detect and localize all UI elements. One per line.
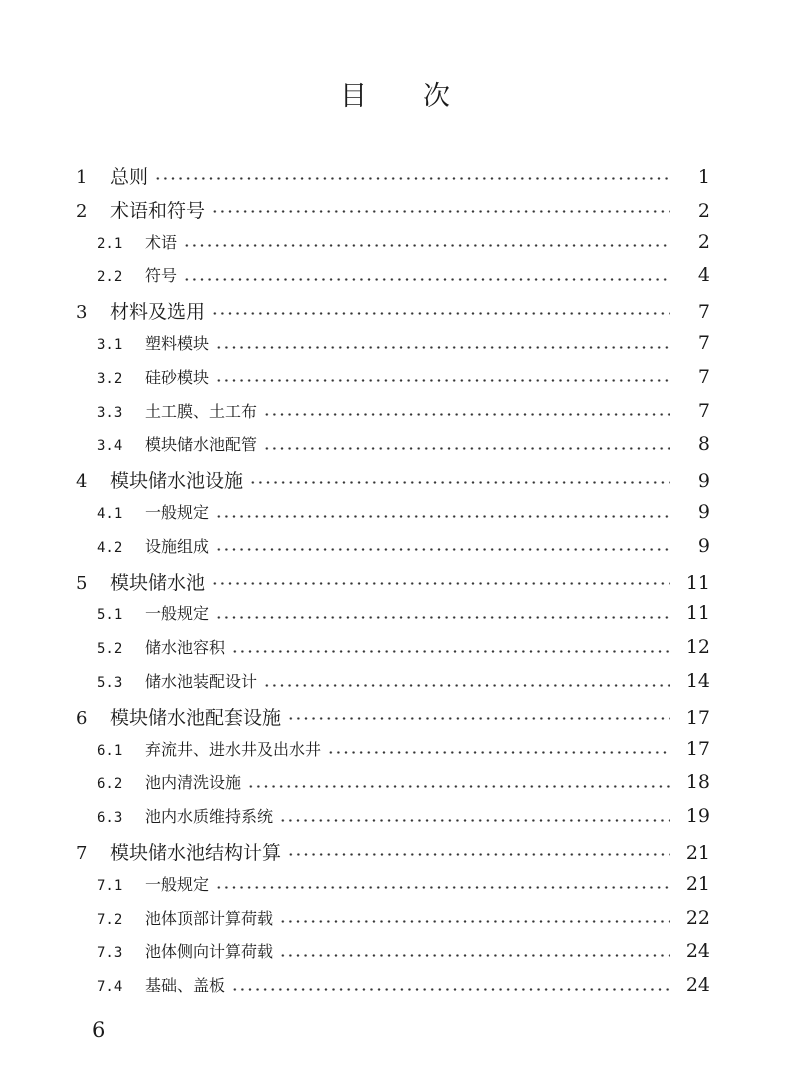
toc-entry[interactable] — [0, 601, 790, 629]
toc-entry-page: 9 — [697, 501, 710, 523]
toc-entry[interactable] — [0, 162, 790, 190]
toc-entry-number: 2 — [76, 200, 88, 222]
toc-entry-page: 1 — [697, 166, 710, 188]
dot-leader — [249, 481, 670, 484]
toc-entry-number: 6.2 — [97, 776, 123, 793]
toc-entry-number: 5.1 — [97, 607, 123, 624]
toc-entry[interactable] — [0, 737, 790, 765]
toc-entry-number: 5.2 — [97, 641, 123, 658]
dot-leader — [215, 886, 670, 889]
toc-entry-page: 24 — [685, 974, 710, 997]
toc-entry[interactable] — [0, 196, 790, 224]
toc-entry-number: 3.3 — [97, 404, 123, 421]
toc-entry[interactable] — [0, 230, 790, 258]
dot-leader — [263, 447, 670, 450]
toc-entry-page: 17 — [685, 706, 710, 729]
dot-leader — [247, 785, 670, 788]
toc-entry-number: 7 — [76, 843, 88, 864]
dot-leader — [279, 954, 670, 957]
toc-entry-page: 17 — [685, 737, 710, 760]
toc-entry[interactable] — [0, 500, 790, 528]
dot-leader — [263, 413, 670, 416]
toc-entry[interactable] — [0, 838, 790, 866]
toc-entry-label: 土工膜、土工布 — [145, 401, 258, 421]
toc-entry-label: 符号 — [145, 266, 178, 286]
toc-entry-label: 基础、盖板 — [145, 976, 226, 996]
toc-entry[interactable] — [0, 331, 790, 359]
page-number: 6 — [92, 1018, 106, 1042]
dot-leader — [183, 278, 670, 281]
dot-leader — [215, 379, 670, 382]
toc-entry-label: 模块储水池设施 — [110, 470, 244, 493]
toc-entry-number: 6.3 — [97, 810, 123, 827]
toc-entry-page: 11 — [685, 571, 710, 594]
toc-entry-number: 4.1 — [97, 506, 123, 522]
toc-entry-page: 2 — [697, 199, 710, 222]
toc-entry-label: 模块储水池 — [110, 571, 206, 594]
dot-leader — [211, 312, 670, 315]
dot-leader — [215, 616, 670, 619]
toc-entry-label: 一般规定 — [145, 604, 210, 624]
toc-entry[interactable] — [0, 534, 790, 562]
toc-entry-label: 储水池容积 — [145, 638, 226, 658]
toc-entry-number: 6.1 — [97, 742, 123, 759]
toc-entry-number: 7.4 — [97, 979, 123, 996]
dot-leader — [231, 988, 670, 991]
toc-entry[interactable] — [0, 297, 790, 325]
toc-entry-page: 22 — [685, 906, 710, 929]
page-title: 目次 — [340, 81, 506, 112]
dot-leader — [279, 819, 670, 822]
toc-entry-number: 2.2 — [97, 269, 123, 286]
toc-entry-number: 3.2 — [97, 370, 123, 387]
toc-entry[interactable] — [0, 365, 790, 393]
toc-entry-number: 4.2 — [97, 539, 123, 556]
toc-entry[interactable] — [0, 872, 790, 900]
toc-entry[interactable] — [0, 466, 790, 494]
toc-entry[interactable] — [0, 399, 790, 427]
dot-leader — [215, 515, 670, 518]
toc-entry-label: 池体顶部计算荷载 — [145, 908, 274, 928]
toc-entry-label: 弃流井、进水井及出水井 — [145, 739, 322, 759]
toc-entry-page: 24 — [685, 940, 710, 963]
toc-entry-number: 2.1 — [97, 235, 123, 252]
dot-leader — [215, 548, 670, 551]
dot-leader — [327, 751, 670, 754]
toc-entry-page: 7 — [697, 332, 710, 354]
toc-entry-label: 模块储水池配套设施 — [110, 706, 282, 729]
toc-entry-label: 模块储水池配管 — [145, 435, 258, 455]
toc-entry-page: 19 — [685, 805, 710, 828]
toc-entry-page: 14 — [685, 670, 710, 692]
toc-entry-label: 一般规定 — [145, 874, 210, 894]
toc-entry-number: 7.2 — [97, 911, 123, 928]
toc-entry-page: 2 — [697, 230, 710, 253]
toc-entry[interactable] — [0, 703, 790, 731]
toc-entry-page: 7 — [697, 399, 710, 422]
toc-entry-page: 7 — [697, 301, 710, 324]
toc-entry-label: 模块储水池结构计算 — [110, 842, 282, 864]
toc-entry-label: 池内水质维持系统 — [145, 807, 274, 827]
toc-entry-number: 3 — [76, 302, 88, 324]
toc-entry-label: 硅砂模块 — [145, 367, 210, 387]
toc-entry-label: 塑料模块 — [145, 334, 210, 353]
toc-entry[interactable] — [0, 568, 790, 596]
toc-entry-page: 4 — [697, 264, 710, 287]
toc-entry-page: 7 — [697, 365, 710, 388]
dot-leader — [263, 684, 670, 687]
toc-entry-label: 术语和符号 — [110, 199, 206, 222]
dot-leader — [154, 177, 670, 180]
toc-entry-page: 21 — [685, 842, 710, 864]
toc-entry[interactable] — [0, 804, 790, 832]
toc-entry-page: 21 — [685, 872, 710, 895]
toc-entry[interactable] — [0, 770, 790, 798]
toc-entry-label: 池体侧向计算荷载 — [145, 942, 274, 962]
dot-leader — [211, 582, 670, 585]
toc-entry-label: 术语 — [145, 232, 178, 252]
toc-entry[interactable] — [0, 973, 790, 1001]
toc-entry-page: 9 — [697, 534, 710, 557]
dot-leader — [215, 346, 670, 349]
toc-entry-label: 材料及选用 — [110, 301, 206, 324]
toc-entry-number: 6 — [76, 707, 88, 729]
toc-entry-number: 5 — [76, 572, 88, 594]
toc-entry-number: 1 — [76, 167, 88, 188]
toc-entry-number: 5.3 — [97, 675, 123, 691]
toc-entry-number: 3.1 — [97, 337, 123, 353]
toc-entry-number: 3.4 — [97, 438, 123, 455]
toc-entry-label: 池内清洗设施 — [145, 773, 242, 793]
toc-entry-page: 12 — [685, 636, 710, 659]
toc-entry-label: 储水池装配设计 — [145, 672, 258, 691]
dot-leader — [287, 853, 670, 856]
toc-entry[interactable] — [0, 263, 790, 291]
toc-entry-label: 设施组成 — [145, 536, 210, 556]
dot-leader — [279, 920, 670, 923]
toc-entry-page: 9 — [697, 470, 710, 493]
toc-entry[interactable] — [0, 669, 790, 697]
toc-entry[interactable] — [0, 939, 790, 967]
toc-entry-page: 11 — [685, 602, 710, 625]
toc-entry-number: 7.3 — [97, 945, 123, 962]
dot-leader — [183, 244, 670, 247]
toc-entry[interactable] — [0, 635, 790, 663]
toc-entry-page: 8 — [697, 433, 710, 456]
toc-entry-page: 18 — [685, 771, 710, 794]
toc-entry[interactable] — [0, 906, 790, 934]
toc-entry-label: 总则 — [110, 166, 149, 188]
dot-leader — [287, 717, 670, 720]
toc-entry-label: 一般规定 — [145, 503, 210, 522]
toc-entry-number: 7.1 — [97, 877, 123, 894]
toc-entry[interactable] — [0, 432, 790, 460]
dot-leader — [211, 210, 670, 213]
dot-leader — [231, 650, 670, 653]
toc-entry-number: 4 — [76, 471, 88, 493]
